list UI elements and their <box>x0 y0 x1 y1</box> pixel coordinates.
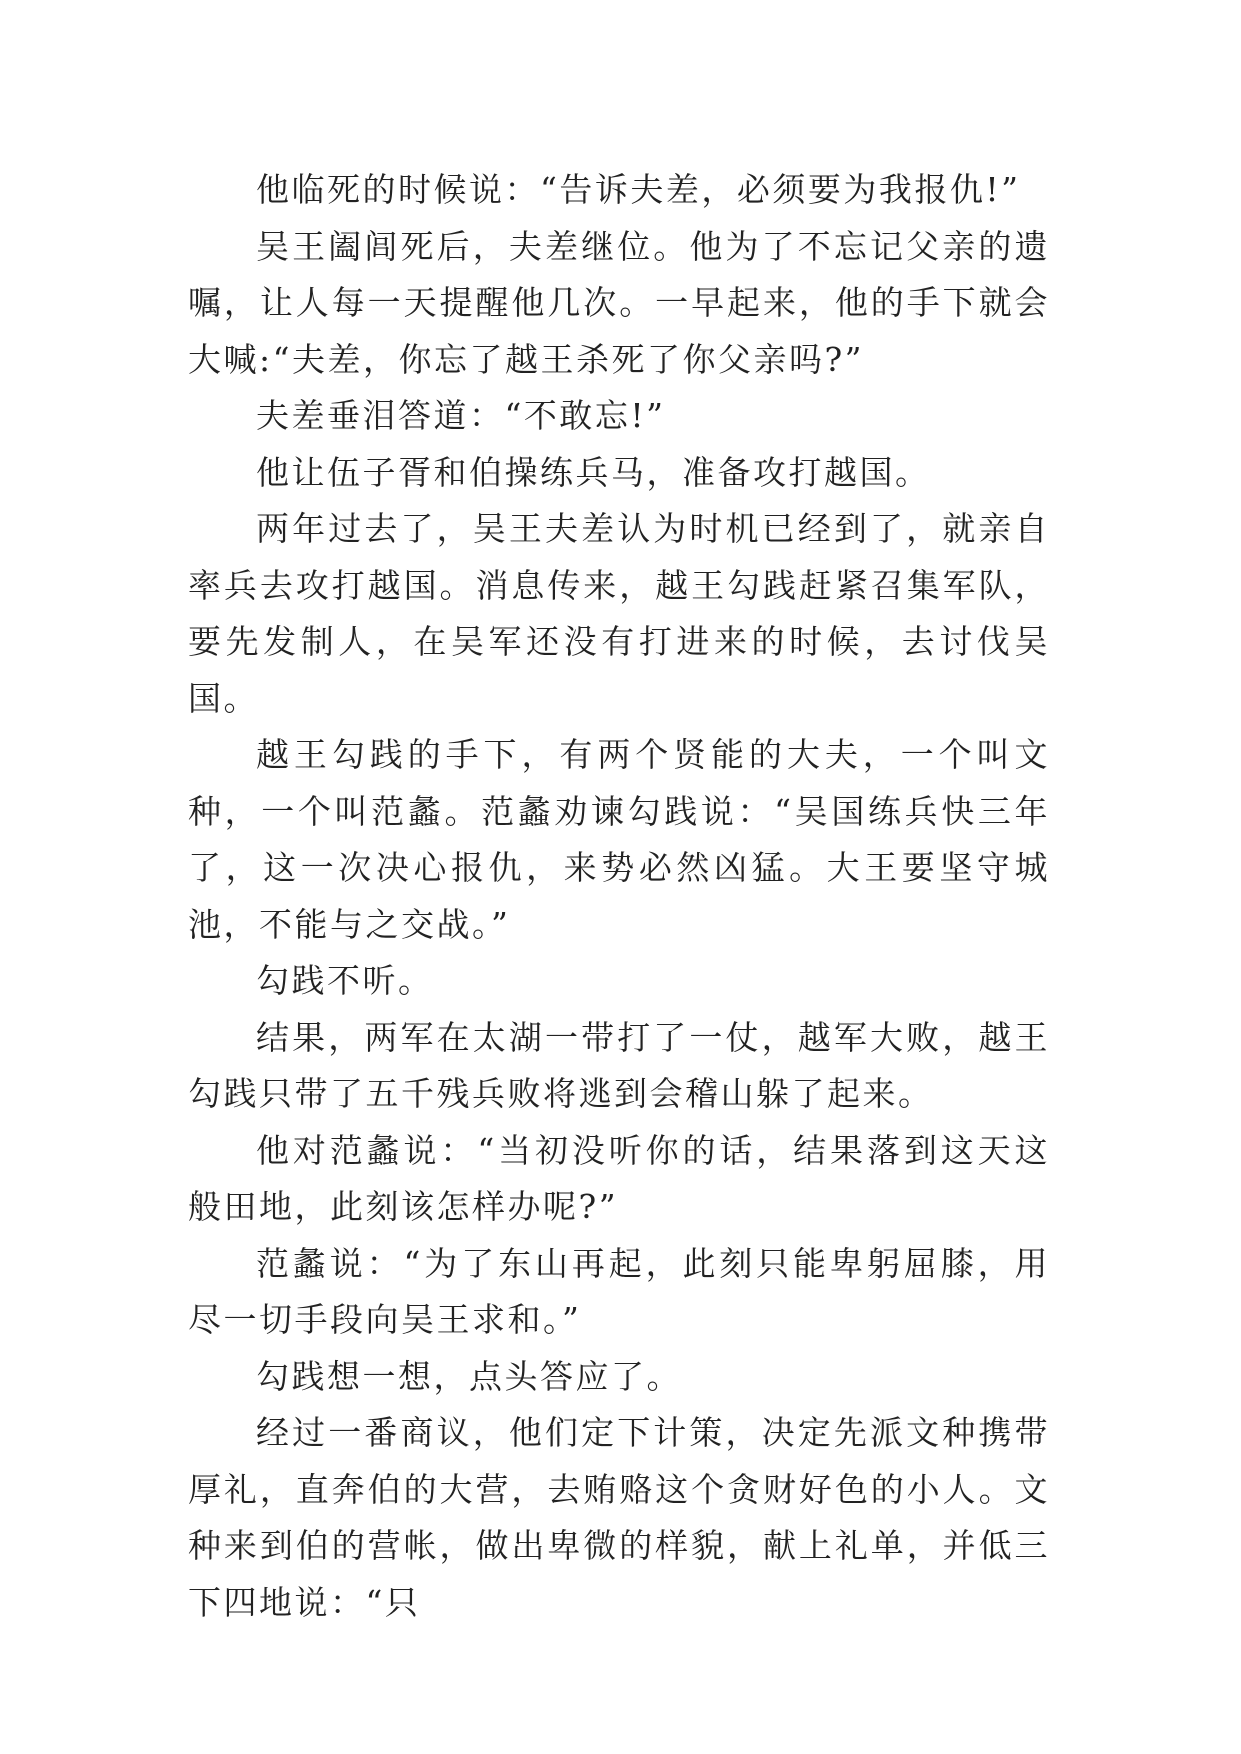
paragraph: 他对范蠡说：“当初没听你的话，结果落到这天这般田地，此刻该怎样办呢?” <box>188 1130 1050 1226</box>
paragraph: 勾践不听。 <box>256 961 434 1000</box>
paragraph: 他让伍子胥和伯操练兵马，准备攻打越国。 <box>256 452 931 492</box>
paragraph: 结果，两军在太湖一带打了一仗，越军大败，越王勾践只带了五千残兵败将逃到会稽山躲了起来。 <box>188 1017 1050 1113</box>
paragraph: 勾践想一想，点头答应了。 <box>256 1356 682 1396</box>
paragraph: 夫差垂泪答道：“不敢忘!” <box>256 396 666 435</box>
paragraph: 越王勾践的手下，有两个贤能的大夫，一个叫文种，一个叫范蠡。范蠡劝谏勾践说：“吴国练兵快三年了，这一次决心报仇，来势必然凶猛。大王要坚守城池，不能与之交战。” <box>188 735 1050 944</box>
paragraph: 两年过去了，吴王夫差认为时机已经到了，就亲自率兵去攻打越国。消息传来，越王勾践赶紧召集军队，要先发制人，在吴军还没有打进来的时候，去讨伐吴国。 <box>188 509 1050 718</box>
paragraph: 他临死的时候说：“告诉夫差，必须要为我报仇!” <box>256 170 1021 209</box>
paragraph: 吴王阖闾死后，夫差继位。他为了不忘记父亲的遗嘱，让人每一天提醒他几次。一早起来，他的手下就会大喊:“夫差，你忘了越王杀死了你父亲吗?” <box>188 226 1050 379</box>
paragraph: 范蠡说：“为了东山再起，此刻只能卑躬屈膝，用尽一切手段向吴王求和。” <box>188 1243 1050 1339</box>
document-body <box>188 162 1050 1631</box>
paragraph: 经过一番商议，他们定下计策，决定先派文种携带厚礼，直奔伯的大营，去贿赂这个贪财好色的小人。文种来到伯的营帐，做出卑微的样貌，献上礼单，并低三下四地说：“只 <box>188 1413 1050 1622</box>
